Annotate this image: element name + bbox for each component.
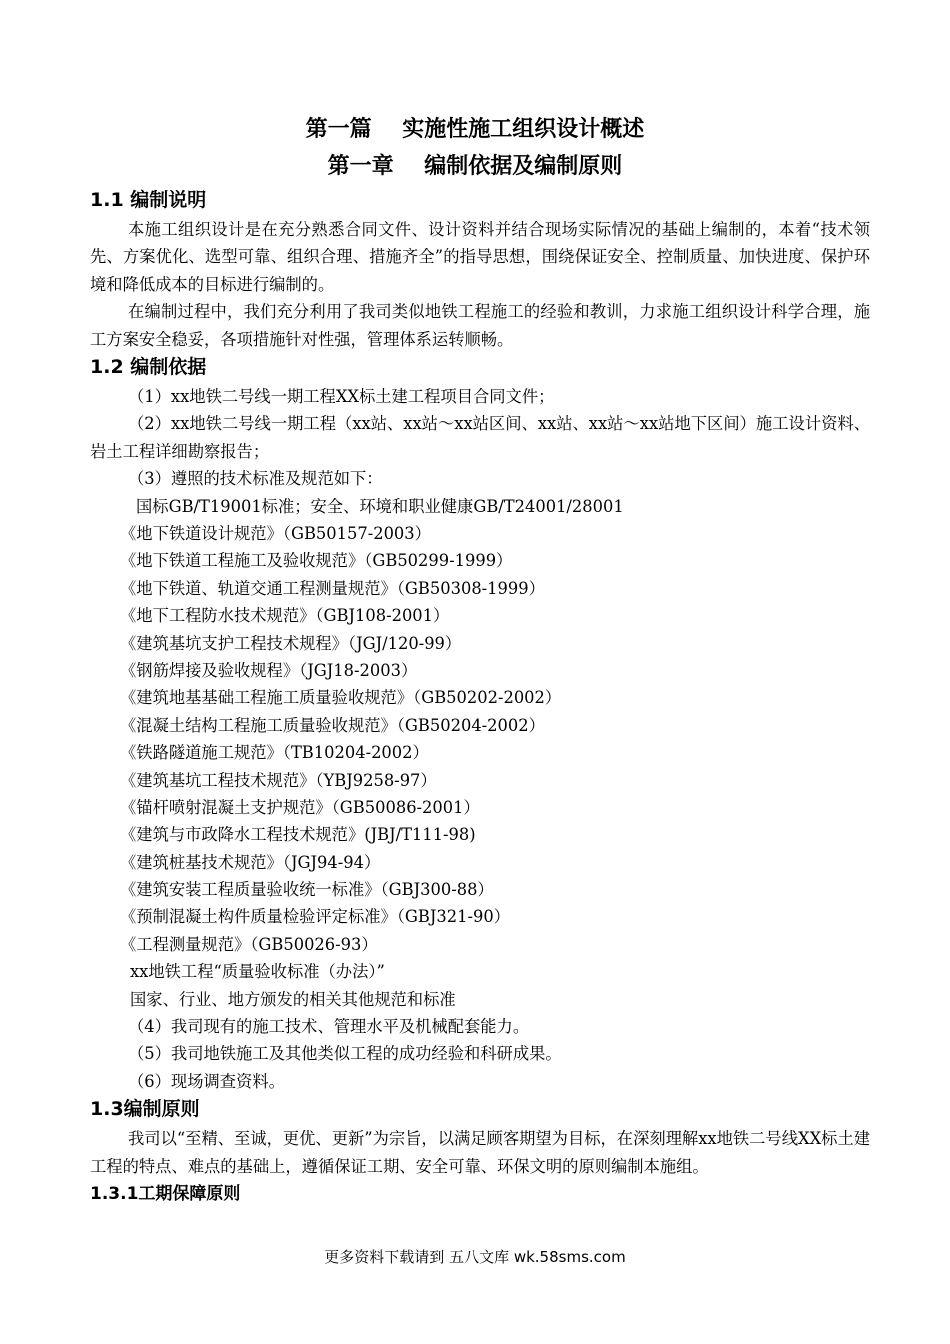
code-list-item: 《工程测量规范》（GB50026-93） bbox=[120, 934, 378, 954]
code-list-item: 《钢筋焊接及验收规程》（JGJ18-2003） bbox=[120, 660, 418, 680]
paragraph: 本施工组织设计是在充分熟悉合同文件、设计资料并结合现场实际情况的基础上编制的，本着“技术领先、方案优化、选型可靠、组织合理、措施齐全”的指导思想，围绕保证安全、控制质量、加快进度、保护环境和降低成本的目标进行编制的。 bbox=[90, 220, 870, 294]
paragraph: 我司以“至精、至诚，更优、更新”为宗旨，以满足顾客期望为目标，在深刻理解xx地铁二号线XX标土建工程的特点、难点的基础上，遵循保证工期、安全可靠、环保文明的原则编制本施组。 bbox=[90, 1129, 871, 1176]
local-standard: xx地铁工程“质量验收标准（办法）” bbox=[130, 962, 385, 982]
basis-item-5: （5）我司地铁施工及其他类似工程的成功经验和科研成果。 bbox=[128, 1044, 562, 1064]
code-list-item: 《地下铁道设计规范》（GB50157-2003） bbox=[120, 524, 431, 544]
code-list-item: 《锚杆喷射混凝土支护规范》（GB50086-2001） bbox=[120, 797, 480, 817]
basis-item-4: （4）我司现有的施工技术、管理水平及机械配套能力。 bbox=[128, 1017, 530, 1037]
basis-item-6: （6）现场调查资料。 bbox=[128, 1071, 285, 1091]
other-standards: 国家、行业、地方颁发的相关其他规范和标准 bbox=[130, 989, 456, 1009]
code-list-item: 《地下工程防水技术规范》（GBJ108-2001） bbox=[120, 606, 450, 626]
code-list-item: 《建筑与市政降水工程技术规范》(JBJ/T111-98) bbox=[120, 825, 476, 845]
code-list bbox=[90, 520, 870, 958]
part-title: 第一篇 实施性施工组织设计概述 bbox=[305, 117, 645, 142]
basis-item-2: （2）xx地铁二号线一期工程（xx站、xx站～xx站区间、xx站、xx站～xx站地下区间）施工设计资料、岩土工程详细勘察报告； bbox=[90, 414, 870, 461]
chapter-title: 第一章 编制依据及编制原则 bbox=[327, 154, 623, 179]
code-list-item: 《混凝土结构工程施工质量验收规范》（GB50204-2002） bbox=[120, 715, 545, 735]
code-list-item: 《建筑基坑支护工程技术规程》（JGJ/120-99） bbox=[120, 633, 462, 653]
footer-note: 更多资料下载请到 五八文库 wk.58sms.com bbox=[324, 1248, 626, 1266]
standards-line: 国标GB/T19001标准；安全、环境和职业健康GB/T24001/28001 bbox=[136, 496, 624, 516]
section-heading-1-3: 1.3编制原则 bbox=[90, 1098, 200, 1121]
code-list-item: 《建筑地基基础工程施工质量验收规范》（GB50202-2002） bbox=[120, 688, 562, 708]
code-list-item: 《建筑安装工程质量验收统一标准》（GBJ300-88） bbox=[120, 880, 494, 900]
code-list-item: 《建筑基坑工程技术规范》（YBJ9258-97） bbox=[120, 770, 437, 790]
code-list-item: 《预制混凝土构件质量检验评定标准》（GBJ321-90） bbox=[120, 907, 510, 927]
code-list-item: 《地下铁道、轨道交通工程测量规范》（GB50308-1999） bbox=[120, 578, 545, 598]
code-list-item: 《地下铁道工程施工及验收规范》（GB50299-1999） bbox=[120, 551, 513, 571]
paragraph: 在编制过程中，我们充分利用了我司类似地铁工程施工的经验和教训，力求施工组织设计科学合理，施工方案安全稳妥，各项措施针对性强，管理体系运转顺畅。 bbox=[90, 302, 870, 349]
section-heading-1-1: 1.1 编制说明 bbox=[90, 189, 207, 211]
basis-item-3: （3）遵照的技术标准及规范如下： bbox=[128, 469, 383, 489]
document-body bbox=[90, 186, 870, 1208]
section-heading-1-2: 1.2 编制依据 bbox=[90, 356, 207, 379]
code-list-item: 《建筑桩基技术规范》（JGJ94-94） bbox=[120, 852, 381, 872]
code-list-item: 《铁路隧道施工规范》（TB10204-2002） bbox=[120, 743, 429, 763]
subsection-heading-1-3-1: 1.3.1工期保障原则 bbox=[90, 1184, 241, 1205]
basis-item-1: （1）xx地铁二号线一期工程XX标土建工程项目合同文件； bbox=[128, 387, 555, 407]
